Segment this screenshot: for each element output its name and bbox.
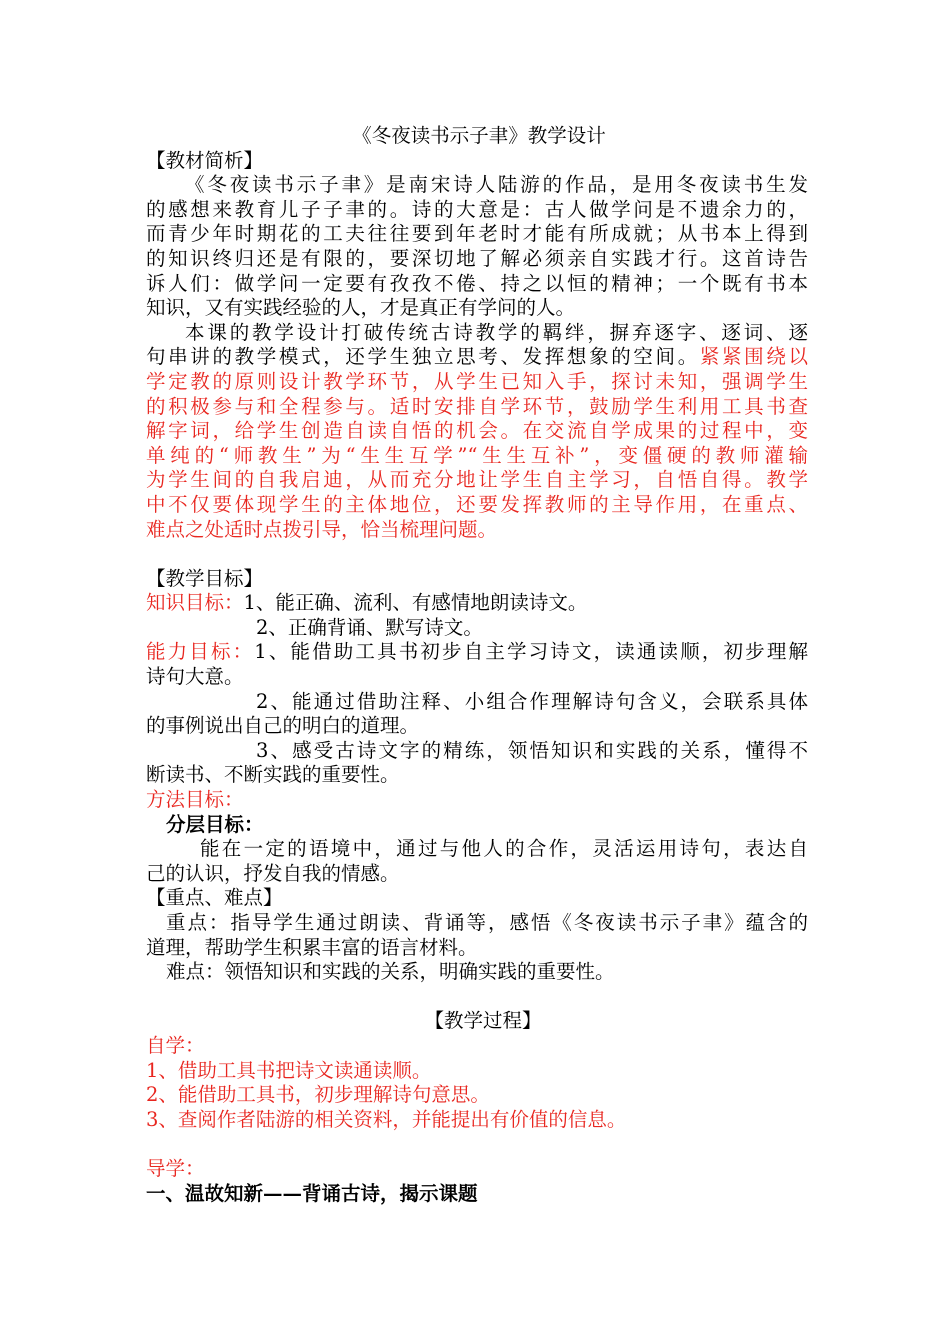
highlight-line: 解字词，给学生创造自读自悟的机会。在交流自学成果的过程中，变 — [146, 419, 808, 443]
guided-step-1: 一、温故知新——背诵古诗，揭示课题 — [146, 1181, 478, 1205]
paragraph-line: 的知识终归还是有限的，要深切地了解必须亲自实践才行。这首诗告 — [146, 246, 808, 270]
section-heading-goals: 【教学目标】 — [146, 566, 264, 590]
doc-title: 《冬夜读书示子聿》教学设计 — [352, 124, 606, 147]
paragraph-text: 句串讲的教学模式，还学生独立思考、发挥想象的空间。 — [146, 345, 700, 369]
key-point-cont: 道理，帮助学生积累丰富的语言材料。 — [146, 935, 478, 959]
paragraph-line: 而青少年时期花的工夫往往要到年老时才能有所成就；从书本上得到 — [146, 222, 808, 246]
self-study-item: 3、查阅作者陆游的相关资料，并能提出有价值的信息。 — [146, 1107, 627, 1131]
paragraph-line: 的感想来教育儿子子聿的。诗的大意是：古人做学问是不遗余力的， — [146, 197, 808, 221]
ability-goal-2: 2、能通过借助注释、小组合作理解诗句含义，会联系具体 — [256, 689, 808, 713]
paragraph-line: 知识，又有实践经验的人，才是真正有学问的人。 — [146, 296, 576, 320]
knowledge-goal-text: 1、能正确、流利、有感情地朗读诗文。 — [243, 591, 588, 615]
self-study-item: 1、借助工具书把诗文读通读顺。 — [146, 1058, 432, 1082]
highlight-line: 学定教的原则设计教学环节，从学生已知入手，探讨未知，强调学生 — [146, 369, 808, 393]
ability-goal-3: 3、感受古诗文字的精练，领悟知识和实践的关系，懂得不 — [256, 738, 808, 762]
ability-goal-2-cont: 的事例说出自己的明白的道理。 — [146, 714, 420, 738]
paragraph-line: 本课的教学设计打破传统古诗教学的羁绊，摒弃逐字、逐词、逐 — [185, 320, 808, 344]
document-page — [146, 124, 808, 1206]
ability-goal-3-cont: 断读书、不断实践的重要性。 — [146, 763, 400, 787]
section-heading-process: 【教学过程】 — [424, 1009, 542, 1033]
spacer — [146, 1132, 808, 1157]
highlight-line: 中不仅要体现学生的主体地位，还要发挥教师的主导作用，在重点、 — [146, 492, 808, 516]
ability-goal-label: 能力目标： — [146, 640, 255, 664]
paragraph-line: 《冬夜读书示子聿》是南宋诗人陆游的作品，是用冬夜读书生发 — [185, 173, 808, 197]
ability-goal-text: 1、能借助工具书初步自主学习诗文，读通读顺，初步理解 — [254, 640, 808, 664]
self-study-label: 自学： — [146, 1033, 205, 1057]
layer-goal-text-cont: 己的认识，抒发自我的情感。 — [146, 861, 400, 885]
method-goal-label: 方法目标： — [146, 788, 244, 812]
guided-study-label: 导学： — [146, 1156, 205, 1180]
layer-goal-text: 能在一定的语境中，通过与他人的合作，灵活运用诗句，表达自 — [200, 837, 808, 861]
highlight-line: 的积极参与和全程参与。适时安排自学环节，鼓励学生利用工具书查 — [146, 394, 808, 418]
spacer — [146, 985, 808, 1010]
paragraph-line: 诉人们：做学问一定要有孜孜不倦、持之以恒的精神；一个既有书本 — [146, 271, 808, 295]
highlight-line: 难点之处适时点拨引导，恰当梳理问题。 — [146, 517, 498, 541]
ability-goal-1-cont: 诗句大意。 — [146, 665, 244, 689]
highlight-text: 紧紧围绕以 — [699, 345, 808, 369]
difficulty-point: 难点：领悟知识和实践的关系，明确实践的重要性。 — [166, 960, 615, 984]
highlight-line: 单纯的“师教生”为“生生互学”“生生互补”，变僵硬的教师灌输 — [146, 443, 808, 467]
spacer — [146, 542, 808, 567]
ability-goal-1 — [146, 640, 808, 665]
knowledge-goal-1 — [146, 591, 808, 616]
knowledge-goal-label: 知识目标： — [146, 591, 244, 615]
highlight-line: 为学生间的自我启迪，从而充分地让学生自主学习，自悟自得。教学 — [146, 468, 808, 492]
layer-goal-label: 分层目标： — [166, 812, 264, 836]
self-study-item: 2、能借助工具书，初步理解诗句意思。 — [146, 1083, 490, 1107]
section-heading-key-points: 【重点、难点】 — [146, 886, 283, 910]
section-heading-analysis: 【教材简析】 — [146, 148, 264, 172]
key-point: 重点：指导学生通过朗读、背诵等，感悟《冬夜读书示子聿》蕴含的 — [166, 911, 808, 934]
knowledge-goal-2: 2、正确背诵、默写诗文。 — [256, 615, 483, 639]
paragraph-line — [146, 345, 808, 370]
